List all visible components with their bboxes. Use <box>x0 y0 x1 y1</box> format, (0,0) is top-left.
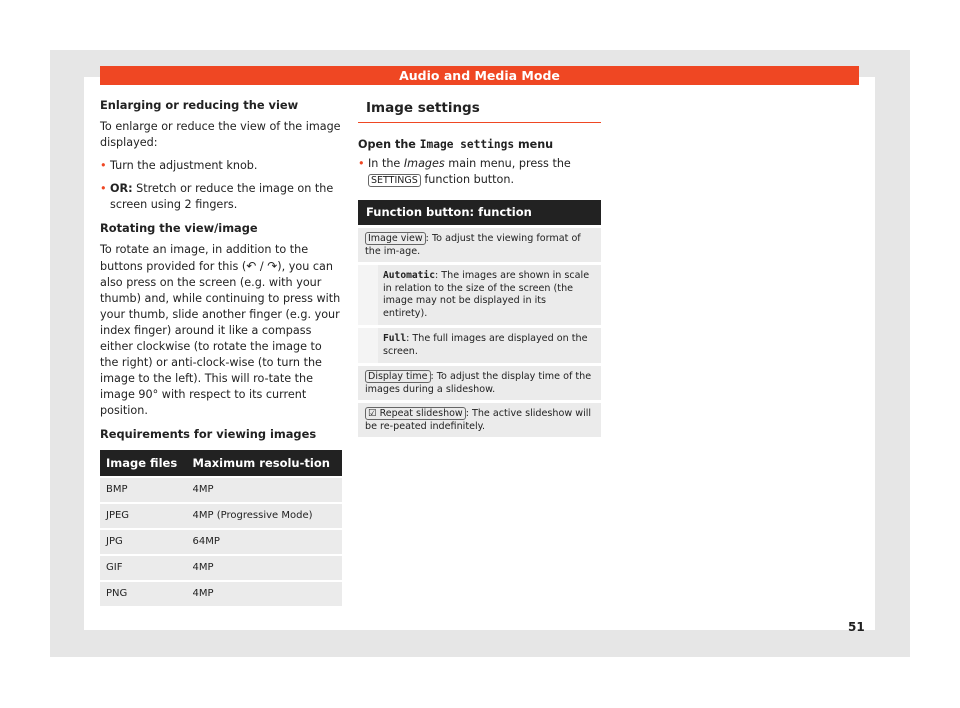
cell-file: GIF <box>100 556 187 580</box>
open-mono: Image settings <box>419 138 515 151</box>
display-time-key: Display time <box>365 370 431 383</box>
table-row <box>100 504 342 528</box>
image-view-key: Image view <box>365 232 426 245</box>
fb-row-display-time <box>358 366 601 400</box>
checkbox-icon: ☑ <box>368 408 377 419</box>
cell-res: 4MP <box>187 478 342 502</box>
bullet-stretch-text: Stretch or reduce the image on the screen using 2 fingers. <box>110 182 334 211</box>
table-row <box>100 530 342 554</box>
cell-res: 4MP <box>187 556 342 580</box>
step-images: Images <box>403 157 445 170</box>
fb-row-repeat <box>358 403 601 437</box>
open-pre: Open the <box>358 138 420 151</box>
cell-file: JPG <box>100 530 187 554</box>
section-title: Image settings <box>358 96 601 123</box>
cell-file: BMP <box>100 478 187 502</box>
cell-res: 4MP (Progressive Mode) <box>187 504 342 528</box>
chapter-header: Audio and Media Mode <box>100 66 859 85</box>
image-view-desc: : To adjust the viewing format of the im-age. <box>365 233 581 257</box>
heading-enlarging: Enlarging or reducing the view <box>100 98 299 112</box>
heading-rotating: Rotating the view/image <box>100 221 258 235</box>
cell-res: 4MP <box>187 582 342 606</box>
cell-file: PNG <box>100 582 187 606</box>
fb-row-image-view <box>358 228 601 262</box>
col-max-resolution: Maximum resolu-tion <box>187 450 342 476</box>
display-time-desc: : To adjust the display time of the images during a slideshow. <box>365 371 592 395</box>
rotate-right-icon: ↷ <box>267 259 278 273</box>
or-label: OR: <box>110 182 133 195</box>
heading-requirements: Requirements for viewing images <box>100 427 317 441</box>
bullet-knob: • Turn the adjustment knob. <box>100 158 342 174</box>
rotate-text-a: To rotate an image, in addition to the buttons provided for this ( <box>100 243 309 273</box>
repeat-slideshow-label: Repeat slideshow <box>379 408 463 419</box>
table-row <box>100 478 342 502</box>
cell-res: 64MP <box>187 530 342 554</box>
full-desc: : The full images are displayed on the screen. <box>383 333 588 357</box>
fb-sub-full <box>358 328 601 363</box>
step-a: In the <box>368 157 404 170</box>
automatic-desc: : The images are shown in scale in relation to the size of the screen (the image may not be displayed in its entirety). <box>383 270 590 319</box>
rotate-text-b: ), you can also press on the screen (e.g. with your thumb) and, while continuing to press with your thumb, slide another finger (e.g. your index finger) around it like a compass either clockwise (to rotate the image to the right) or anti-clock-wise (to turn the image to the left). This will ro-tate the image 90° with respect to its current position. <box>100 260 341 417</box>
automatic-label: Automatic <box>383 270 435 281</box>
col-image-files: Image files <box>100 450 187 476</box>
requirements-table <box>100 448 342 608</box>
repeat-slideshow-desc: : The active slideshow will be re-peated indefinitely. <box>365 408 592 432</box>
fb-header: Function button: function <box>358 200 601 225</box>
full-label: Full <box>383 333 407 344</box>
left-column <box>100 97 342 608</box>
table-row <box>100 582 342 606</box>
page-number: 51 <box>848 620 865 634</box>
para-enlarge: To enlarge or reduce the view of the image displayed: <box>100 120 341 149</box>
step-c: function button. <box>420 173 515 186</box>
rotate-left-icon: ↶ <box>246 259 257 273</box>
bullet-stretch <box>100 181 342 213</box>
fb-sub-automatic <box>358 265 601 325</box>
open-post: menu <box>514 138 554 151</box>
repeat-slideshow-key <box>365 407 466 420</box>
rotate-sep: / <box>256 260 268 273</box>
cell-file: JPEG <box>100 504 187 528</box>
table-row <box>100 556 342 580</box>
settings-key: SETTINGS <box>368 174 421 187</box>
open-menu-heading <box>358 137 601 153</box>
function-button-table <box>358 200 601 437</box>
para-rotate <box>100 242 342 419</box>
step-b: main menu, press the <box>444 157 571 170</box>
middle-column <box>358 96 601 440</box>
step-settings <box>358 156 601 188</box>
